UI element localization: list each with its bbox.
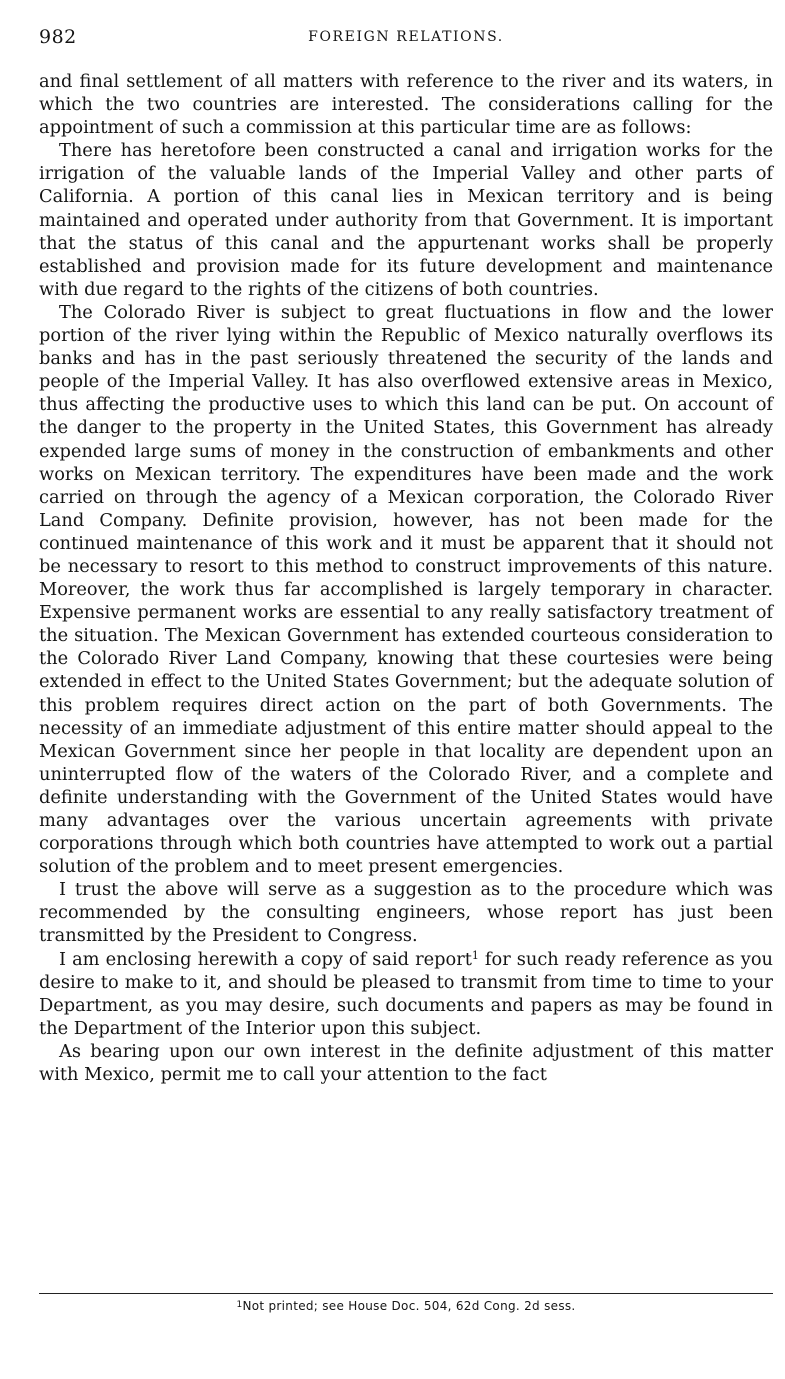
page-number: 982 [39, 26, 77, 48]
paragraph-continued: and final settlement of all matters with reference to the river and its waters, in which the two countries are interested. The considerations calling for the appointment of such a commission at this particular time are as follows: [39, 71, 773, 139]
footnote [39, 1299, 773, 1313]
paragraph-colorado-river: The Colorado River is subject to great fluctuations in flow and the lower portion of the river lying within the Republic of Mexico naturally overflows its banks and has in the past seriously threatened the security of the lands and people of the Imperial Valley. It has also overflowed extensive areas in Mexico, thus affecting the productive uses to which this land can be put. On account of the danger to the property in the United States, this Government has already expended large sums of money in the construction of embankments and other works on Mexican territory. The expenditures have been made and the work carried on through the agency of a Mexican corporation, the Colorado River Land Company. Definite provision, however, has not been made for the continued maintenance of this work and it must be apparent that it should not be necessary to resort to this method to construct improvements of this nature. Moreover, the work thus far accomplished is largely temporary in character. Expensive permanent works are essential to any really satisfactory treatment of the situation. The Mexican Government has extended courteous consideration to the Colorado River Land Company, knowing that these courtesies were being extended in effect to the United States Government; but the adequate solution of this problem requires direct action on the part of both Governments. The necessity of an immediate adjustment of this entire matter should appeal to the Mexican Government since her people in that locality are dependent upon an uninterrupted flow of the waters of the Colorado River, and a complete and definite understanding with the Government of the United States would have many advantages over the various uncertain agreements with private corporations through which both countries have attempted to work out a partial solution of the problem and to meet present emergencies. [39, 301, 773, 878]
running-title: FOREIGN RELATIONS. [308, 29, 504, 45]
paragraph-enclosing-text-cont: for such ready reference as you desire to make to it, and should be pleased to transmit from time to time to your Department, as you may desire, such documents and papers as may be found in the Department of the Interior upon this subject. [39, 948, 773, 1039]
paragraph-bearing: As bearing upon our own interest in the definite adjustment of this matter with Mexico, permit me to call your attention to the fact [39, 1040, 773, 1086]
body-text [39, 70, 773, 1086]
footnote-text: Not printed; see House Doc. 504, 62d Cong. 2d sess. [242, 1299, 576, 1313]
footnote-divider [39, 1293, 773, 1294]
document-page [39, 22, 773, 1313]
footnote-mark: 1 [236, 1300, 243, 1310]
paragraph-suggestion: I trust the above will serve as a suggestion as to the procedure which was recommended by the consulting engineers, whose report has just been transmitted by the President to Congress. [39, 879, 773, 947]
paragraph-enclosing-text: I am enclosing herewith a copy of said report [59, 948, 472, 970]
running-header [39, 22, 773, 52]
paragraph-enclosing-report [39, 948, 773, 1040]
paragraph-canal: There has heretofore been constructed a canal and irrigation works for the irrigation of the valuable lands of the Imperial Valley and other parts of California. A portion of this canal lies in Mexican territory and is being maintained and operated under authority from that Government. It is important that the status of this canal and the appurtenant works shall be properly established and provision made for its future development and maintenance with due regard to the rights of the citizens of both countries. [39, 140, 773, 300]
footnote-reference: 1 [471, 948, 479, 962]
